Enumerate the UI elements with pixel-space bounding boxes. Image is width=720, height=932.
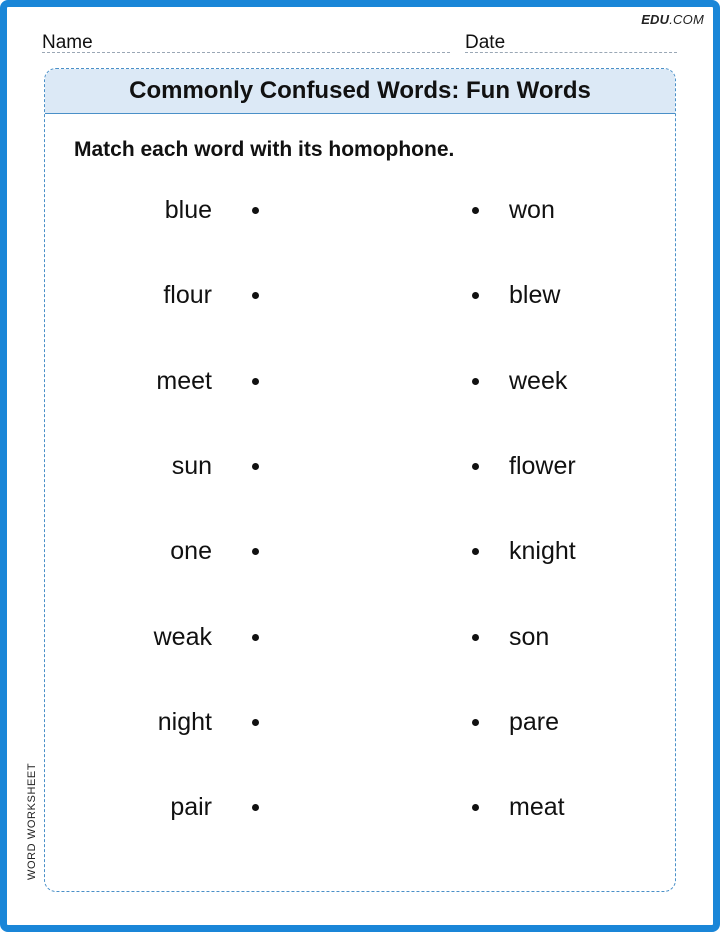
right-match-dot[interactable] (472, 804, 479, 811)
left-match-dot[interactable] (252, 378, 259, 385)
right-word: flower (509, 452, 576, 480)
brand-logo-part1: EDU (641, 12, 670, 27)
left-word: night (157, 708, 212, 736)
left-word: pair (170, 793, 212, 821)
left-match-dot[interactable] (252, 804, 259, 811)
left-word: meet (156, 367, 212, 395)
right-match-dot[interactable] (472, 634, 479, 641)
right-match-dot[interactable] (472, 548, 479, 555)
name-field[interactable] (42, 52, 450, 53)
instruction-text: Match each word with its homophone. (74, 138, 455, 161)
left-match-dot[interactable] (252, 548, 259, 555)
left-word: weak (153, 623, 212, 651)
title-band (45, 69, 675, 114)
left-word: blue (164, 196, 212, 224)
left-match-dot[interactable] (252, 634, 259, 641)
right-word: knight (509, 537, 576, 565)
right-word: won (509, 196, 555, 224)
right-match-dot[interactable] (472, 207, 479, 214)
side-label: WORD WORKSHEET (26, 762, 38, 880)
right-match-dot[interactable] (472, 719, 479, 726)
right-word: son (509, 623, 550, 651)
left-word: sun (171, 452, 212, 480)
left-word: flour (163, 281, 212, 309)
name-label: Name (42, 32, 93, 53)
right-word: blew (509, 281, 561, 309)
right-word: pare (509, 708, 560, 736)
left-match-dot[interactable] (252, 463, 259, 470)
right-match-dot[interactable] (472, 378, 479, 385)
brand-logo (641, 12, 704, 27)
left-match-dot[interactable] (252, 207, 259, 214)
right-match-dot[interactable] (472, 292, 479, 299)
date-label: Date (465, 32, 506, 53)
right-match-dot[interactable] (472, 463, 479, 470)
page-title: Commonly Confused Words: Fun Words (129, 77, 591, 104)
right-word: week (509, 367, 568, 395)
left-word: one (170, 537, 212, 565)
left-match-dot[interactable] (252, 292, 259, 299)
right-word: meat (509, 793, 565, 821)
date-field[interactable] (465, 52, 677, 53)
left-match-dot[interactable] (252, 719, 259, 726)
brand-logo-part2: .COM (669, 12, 704, 27)
